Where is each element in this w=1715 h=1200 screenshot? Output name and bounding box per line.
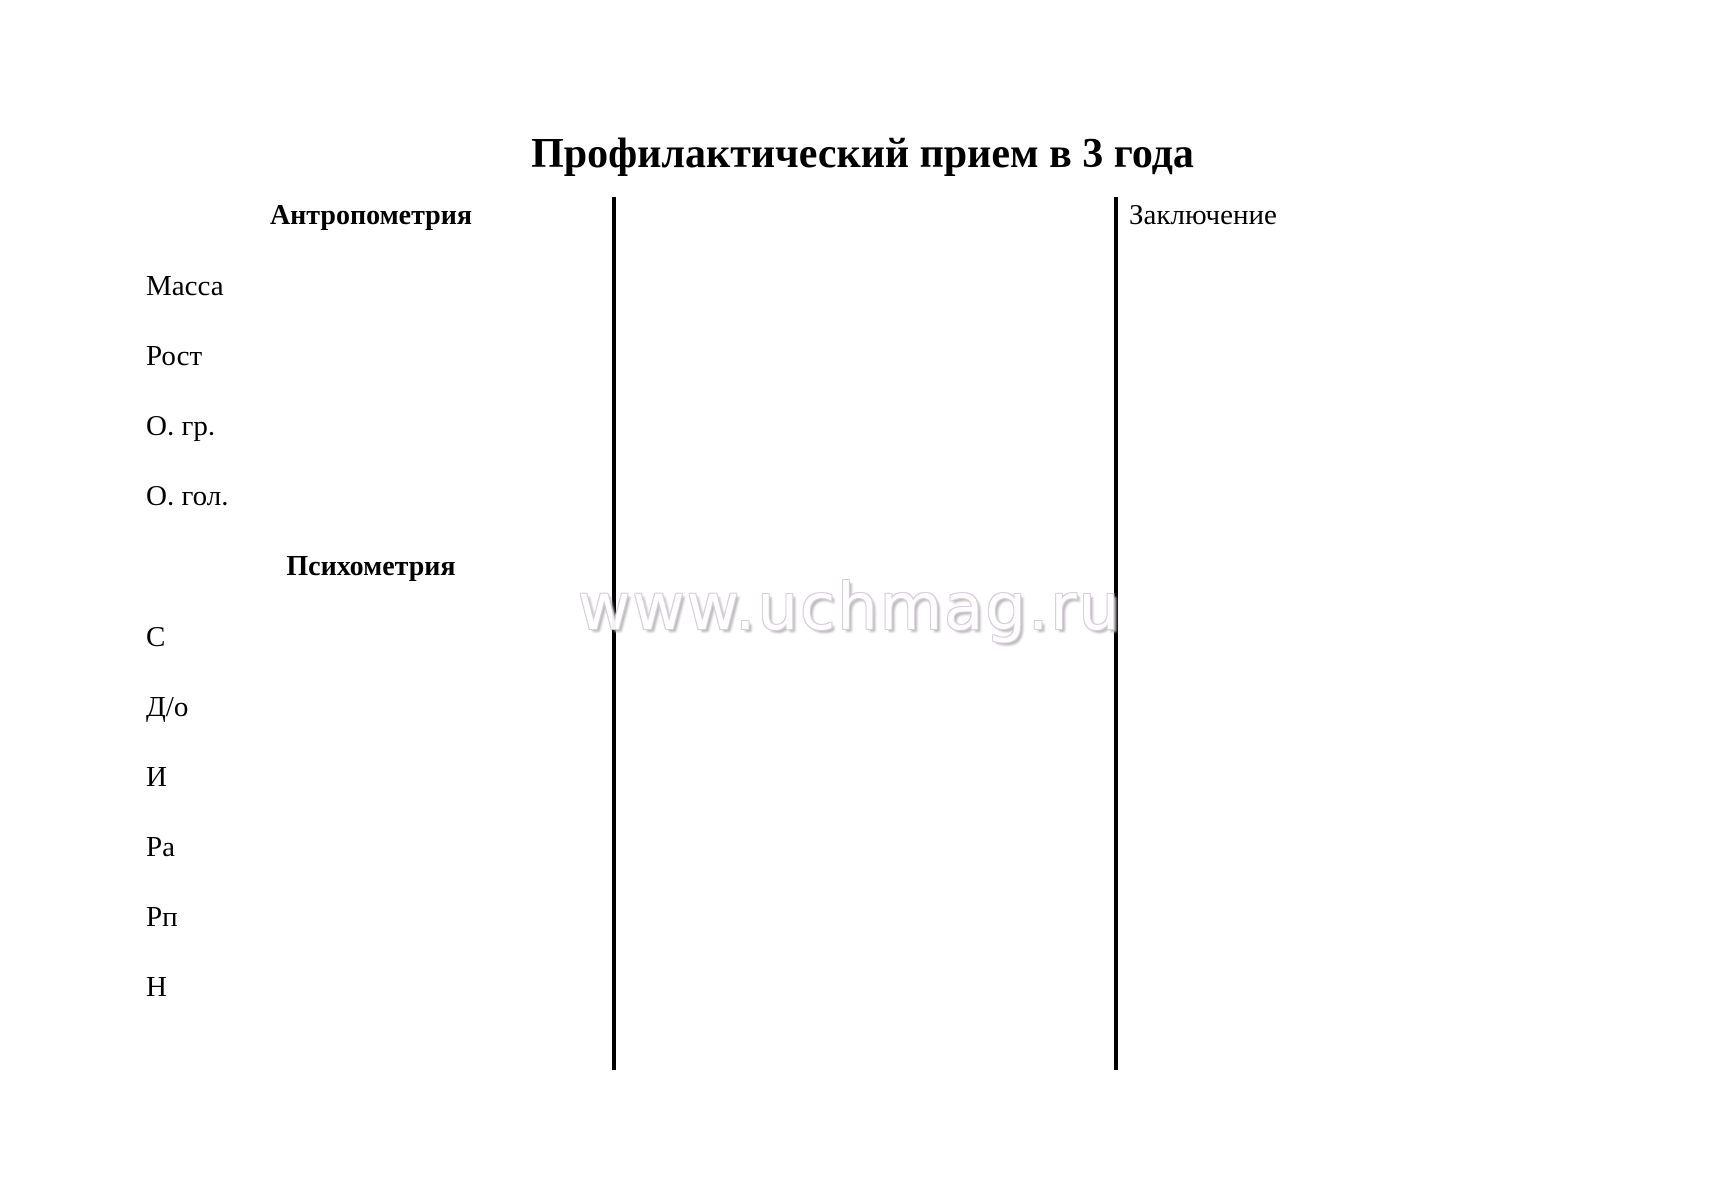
row-label-ra: Ра [146,831,175,863]
row-label-rp: Рп [146,901,178,933]
section-heading-psychometry: Психометрия [286,551,456,582]
watermark: www.uchmag.ru [578,571,1122,645]
row-label-do: Д/о [146,691,189,723]
row-label-c: С [146,621,166,653]
row-label-i: И [146,761,167,793]
section-heading-anthropometry: Антропометрия [269,200,473,231]
conclusion-heading: Заключение [1129,199,1277,231]
row-label-n: Н [146,971,167,1003]
row-label-head-circumference: О. гол. [146,480,229,512]
row-label-mass: Масса [146,270,224,302]
row-label-height: Рост [146,340,203,372]
page-title: Профилактический прием в 3 года [531,131,1194,177]
row-label-chest-circumference: О. гр. [146,410,216,442]
